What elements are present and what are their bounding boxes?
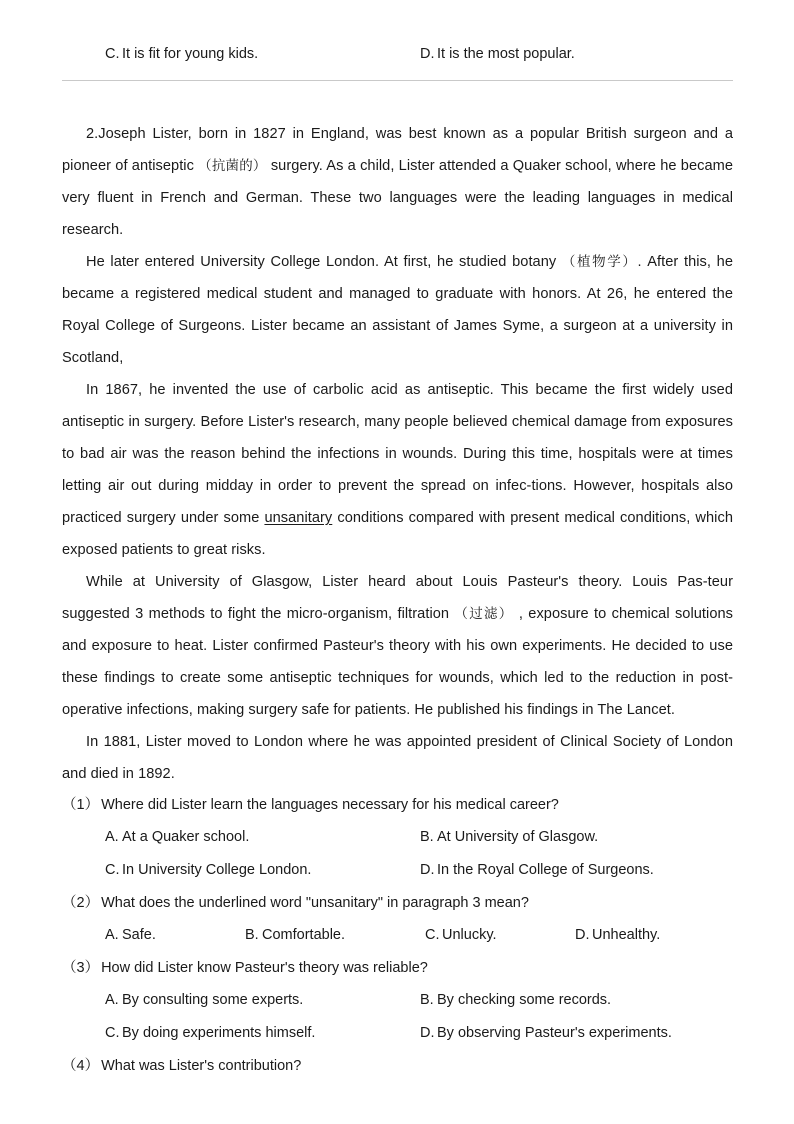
option-text: Unlucky. <box>442 927 497 943</box>
paragraph-text: surgery. As a child, Lister attended a Quaker school, where he became very fluent in French and German. These two languages were the leading languages in medical research. <box>62 158 733 238</box>
paragraph-text: While at University of Glasgow, Lister heard about Louis Pasteur's theory. Louis Pas-teur suggested 3 methods to fight the micro-organism, filtration <box>62 574 733 622</box>
answer-option[interactable] <box>420 984 611 1017</box>
paragraph-text: . After this, he became a registered medical student and managed to graduate with honors. At 26, he entered the Royal College of Surgeons. Lister became an assistant of James Syme, a surgeon at a university in Scotland, <box>62 254 734 366</box>
option-letter: D. <box>420 862 435 878</box>
paragraph-text: conditions compared with present medical conditions, which exposed patients to great risks. <box>62 510 733 558</box>
answer-option[interactable] <box>245 919 345 952</box>
option-text: In University College London. <box>122 862 312 878</box>
answer-option[interactable] <box>425 919 497 952</box>
article-paragraph <box>62 566 733 726</box>
option-text: At University of Glasgow. <box>437 829 599 845</box>
question-stem-text: Where did Lister learn the languages necessary for his medical career? <box>101 797 559 813</box>
option-letter: C. <box>105 46 120 62</box>
option-row <box>62 984 733 1017</box>
carry-over-option-d[interactable] <box>420 42 575 66</box>
answer-option[interactable] <box>420 821 598 854</box>
carry-over-option-row <box>62 42 733 66</box>
option-text: Unhealthy. <box>592 927 661 943</box>
question-block <box>62 789 733 887</box>
chinese-gloss: （植物学） <box>561 254 638 270</box>
question-stem <box>62 1050 733 1082</box>
paragraph-text: 2.Joseph Lister, born in 1827 in England, was best known as a popular British surgeon and a pioneer of antiseptic <box>62 126 733 174</box>
option-letter: A. <box>105 829 119 845</box>
option-text: At a Quaker school. <box>122 829 250 845</box>
question-stem-text: How did Lister know Pasteur's theory was reliable? <box>101 960 428 976</box>
paragraph-text: He later entered University College London. At first, he studied botany <box>86 254 562 270</box>
option-letter: B. <box>245 927 259 943</box>
answer-option[interactable] <box>105 984 303 1017</box>
option-row <box>62 854 733 887</box>
answer-option[interactable] <box>105 1017 315 1050</box>
option-text: By consulting some experts. <box>122 992 304 1008</box>
article-paragraph <box>62 726 733 790</box>
horizontal-divider <box>62 80 733 81</box>
option-text: In the Royal College of Surgeons. <box>437 862 654 878</box>
option-row <box>62 821 733 854</box>
underlined-word: unsanitary <box>264 510 333 526</box>
option-row <box>62 919 733 952</box>
option-text: By doing experiments himself. <box>122 1025 316 1041</box>
article-paragraph <box>62 118 733 246</box>
paragraph-text: In 1867, he invented the use of carbolic acid as antiseptic. This became the first widely used antiseptic in surgery. Before Lister's research, many people believed chemical damage from exposures to bad air was the reason behind the infections in wounds. During this time, hospitals were at times letting air out during midday in order to prevent the spread on infec-tions. However, hospitals also practiced surgery under some <box>62 382 733 526</box>
option-text: Safe. <box>122 927 156 943</box>
option-text: Comfortable. <box>262 927 346 943</box>
article-paragraph <box>62 374 733 566</box>
option-text: By observing Pasteur's experiments. <box>437 1025 672 1041</box>
question-stem-text: What does the underlined word "unsanitary" in paragraph 3 mean? <box>101 895 529 911</box>
option-text: By checking some records. <box>437 992 612 1008</box>
article-body <box>62 118 733 790</box>
question-number: （2） <box>62 895 100 911</box>
article-paragraph <box>62 246 733 374</box>
question-stem <box>62 789 733 821</box>
answer-option[interactable] <box>105 919 156 952</box>
option-letter: C. <box>105 862 120 878</box>
option-letter: D. <box>420 1025 435 1041</box>
answer-option[interactable] <box>420 1017 672 1050</box>
option-row <box>62 1017 733 1050</box>
question-number: （4） <box>62 1058 100 1074</box>
paragraph-text: In 1881, Lister moved to London where he was appointed president of Clinical Society of London and died in 1892. <box>62 734 733 782</box>
chinese-gloss: （过滤） <box>454 606 514 622</box>
paragraph-text: , exposure to chemical solutions and exposure to heat. Lister confirmed Pasteur's theory with his own experiments. He decided to use these findings to create some antiseptic techniques for wounds, which led to the reduction in post-operative infections, making surgery safe for patients. He published his findings in The Lancet. <box>62 606 733 718</box>
question-number: （3） <box>62 960 100 976</box>
option-letter: D. <box>575 927 590 943</box>
answer-option[interactable] <box>575 919 660 952</box>
option-letter: C. <box>425 927 440 943</box>
questions-section <box>62 789 733 1082</box>
question-stem <box>62 887 733 919</box>
option-letter: B. <box>420 992 434 1008</box>
question-block <box>62 1050 733 1082</box>
answer-option[interactable] <box>105 854 311 887</box>
question-stem <box>62 952 733 984</box>
option-letter: C. <box>105 1025 120 1041</box>
option-letter: D. <box>420 46 435 62</box>
question-number: （1） <box>62 797 100 813</box>
option-letter: A. <box>105 927 119 943</box>
carry-over-option-c[interactable] <box>105 42 258 66</box>
question-block <box>62 952 733 1050</box>
answer-option[interactable] <box>105 821 249 854</box>
answer-option[interactable] <box>420 854 654 887</box>
option-letter: A. <box>105 992 119 1008</box>
option-text: It is the most popular. <box>437 46 575 62</box>
option-text: It is fit for young kids. <box>122 46 259 62</box>
question-block <box>62 887 733 952</box>
option-letter: B. <box>420 829 434 845</box>
question-stem-text: What was Lister's contribution? <box>101 1058 302 1074</box>
chinese-gloss: （抗菌的） <box>198 158 267 174</box>
